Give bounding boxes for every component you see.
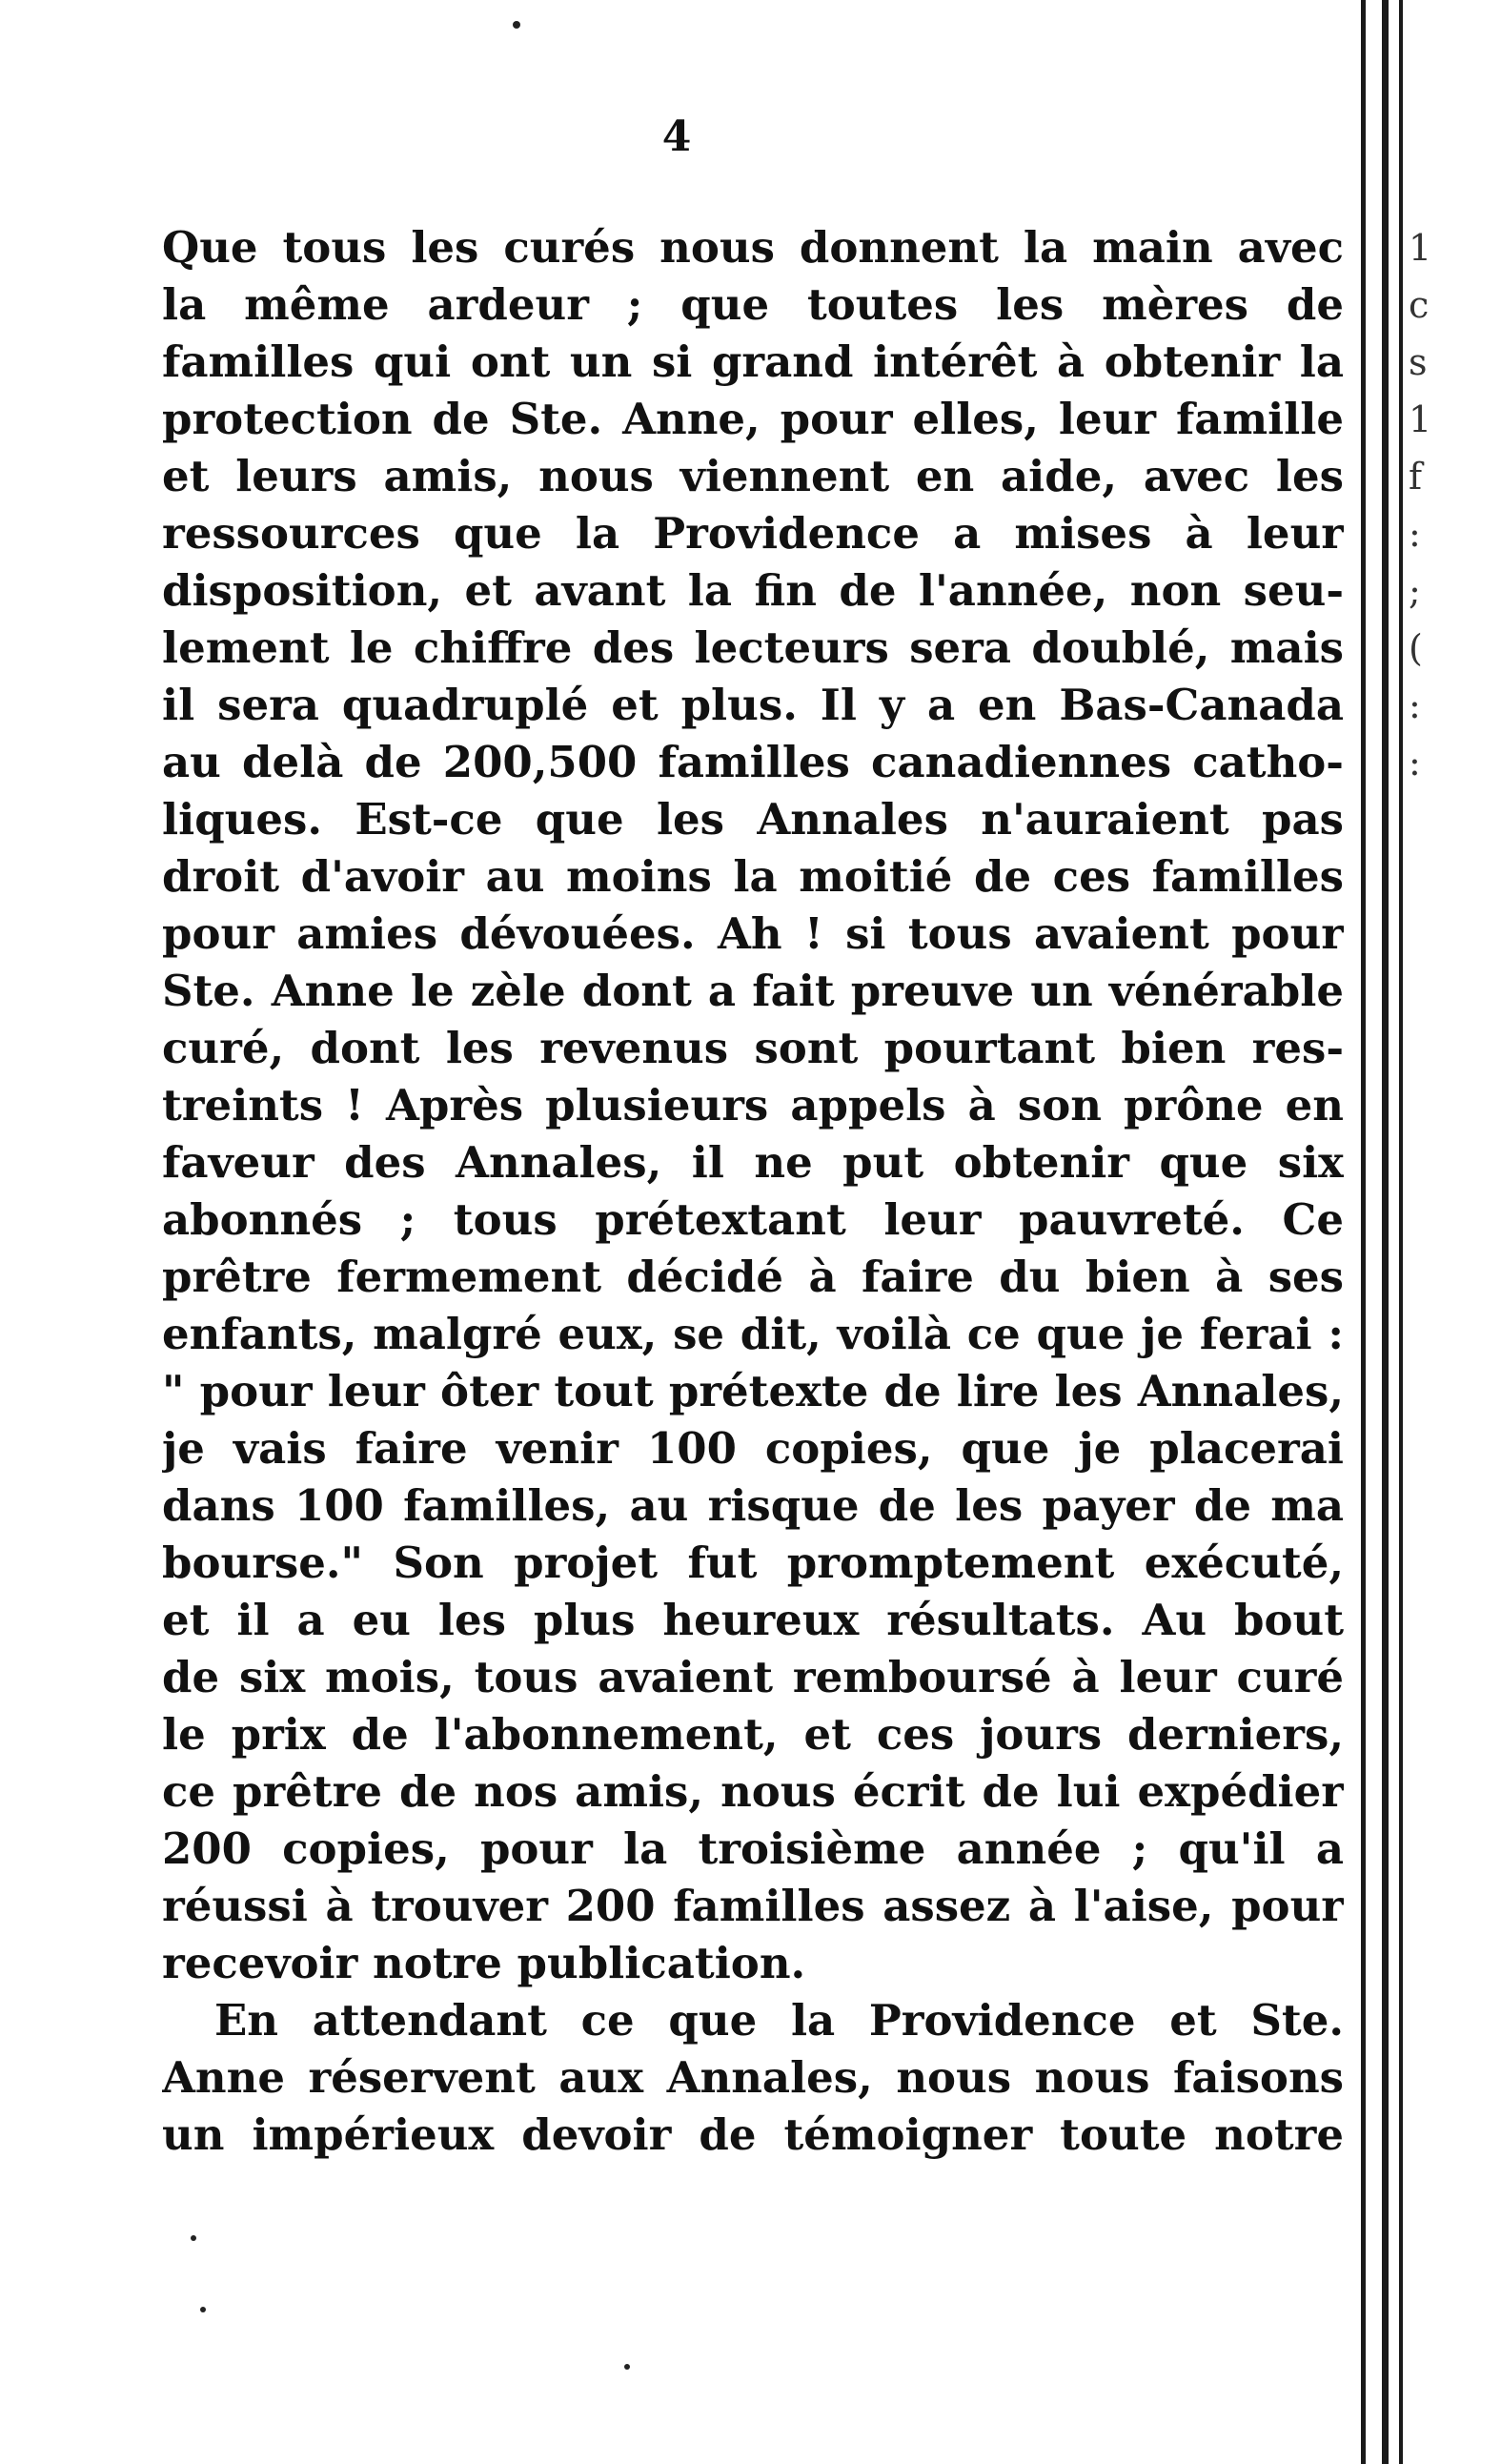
text-line: dans 100 familles, au risque de les payer de ma: [162, 1480, 1344, 1531]
page-number: 4: [661, 112, 692, 161]
margin-fragment: :: [1409, 684, 1421, 726]
margin-fragment: (: [1409, 627, 1423, 669]
text-line: recevoir notre publication.: [162, 1938, 806, 1988]
text-line: curé, dont les revenus sont pourtant bien res-: [162, 1023, 1344, 1073]
margin-fragment: 1: [1409, 227, 1432, 269]
facing-page-fragments: [1409, 219, 1466, 791]
text-line: le prix de l'abonnement, et ces jours derniers,: [162, 1709, 1344, 1760]
text-line: et leurs amis, nous viennent en aide, avec les: [162, 451, 1344, 501]
text-line: liques. Est-ce que les Annales n'auraient pas: [162, 794, 1344, 845]
ink-speck: [200, 2307, 206, 2312]
text-line: pour amies dévouées. Ah ! si tous avaient pour: [162, 908, 1344, 959]
text-line: ce prêtre de nos amis, nous écrit de lui expédier: [162, 1766, 1344, 1817]
paragraph-start-line: En attendant ce que la Providence et Ste.: [214, 1995, 1344, 2046]
text-line: et il a eu les plus heureux résultats. Au bout: [162, 1595, 1344, 1645]
text-line: " pour leur ôter tout prétexte de lire les Annales,: [162, 1366, 1344, 1416]
text-line: la même ardeur ; que toutes les mères de: [162, 279, 1344, 330]
text-line: enfants, malgré eux, se dit, voilà ce que je ferai :: [162, 1309, 1344, 1359]
gutter-rule: [1361, 0, 1366, 2464]
text-line: abonnés ; tous prétextant leur pauvreté. Ce: [162, 1194, 1344, 1245]
text-line: Que tous les curés nous donnent la main avec: [162, 222, 1344, 273]
text-line: prêtre fermement décidé à faire du bien à ses: [162, 1252, 1344, 1302]
margin-fragment: c: [1409, 284, 1430, 326]
ink-speck: [513, 21, 520, 29]
text-line: protection de Ste. Anne, pour elles, leur famille: [162, 394, 1344, 444]
text-line: je vais faire venir 100 copies, que je placerai: [162, 1423, 1344, 1474]
text-line: Ste. Anne le zèle dont a fait preuve un vénérable: [162, 966, 1344, 1016]
text-line: de six mois, tous avaient remboursé à leur curé: [162, 1652, 1344, 1702]
text-line: un impérieux devoir de témoigner toute notre: [162, 2109, 1344, 2160]
gutter-rule: [1382, 0, 1389, 2464]
text-line: au delà de 200,500 familles canadiennes catho-: [162, 737, 1344, 787]
gutter-rule: [1399, 0, 1403, 2464]
text-line: familles qui ont un si grand intérêt à obtenir la: [162, 336, 1344, 387]
margin-fragment: :: [1409, 742, 1421, 784]
ink-speck: [624, 2364, 630, 2370]
text-line: faveur des Annales, il ne put obtenir que six: [162, 1137, 1344, 1188]
text-line: disposition, et avant la fin de l'année, non seu-: [162, 565, 1344, 616]
ink-speck: [191, 2235, 196, 2241]
text-line: droit d'avoir au moins la moitié de ces familles: [162, 851, 1344, 902]
margin-fragment: ;: [1409, 570, 1421, 612]
text-line: lement le chiffre des lecteurs sera doublé, mais: [162, 622, 1344, 673]
text-line: treints ! Après plusieurs appels à son prône en: [162, 1080, 1344, 1130]
margin-fragment: :: [1409, 513, 1421, 555]
text-line: Anne réservent aux Annales, nous nous faisons: [162, 2052, 1344, 2103]
text-line: réussi à trouver 200 familles assez à l'aise, pour: [162, 1881, 1344, 1931]
text-line: ressources que la Providence a mises à leur: [162, 508, 1344, 559]
text-line: 200 copies, pour la troisième année ; qu'il a: [162, 1823, 1344, 1874]
text-line: bourse." Son projet fut promptement exécuté,: [162, 1537, 1344, 1588]
margin-fragment: 1: [1409, 398, 1432, 440]
body-text: [162, 219, 1344, 2164]
margin-fragment: f: [1409, 456, 1423, 498]
margin-fragment: s: [1409, 341, 1428, 383]
text-line: il sera quadruplé et plus. Il y a en Bas-Canada: [162, 680, 1344, 730]
